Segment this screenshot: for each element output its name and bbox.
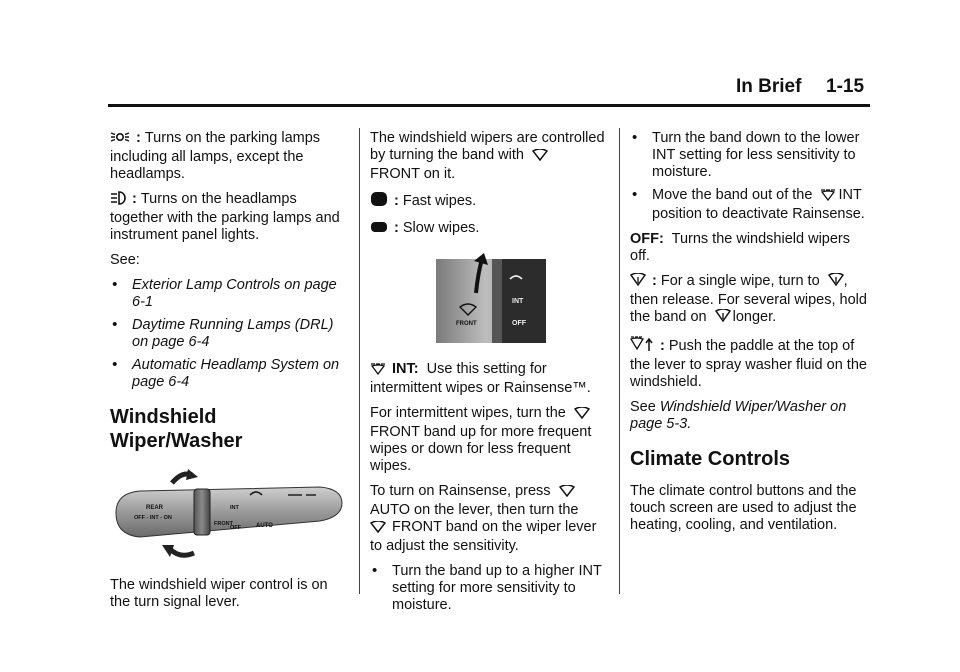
column-2 xyxy=(370,130,610,622)
sensitivity-bullet-higher: • Turn the band up to a higher INT setting for more sensitivity to moisture. xyxy=(370,563,610,614)
deactivate-rainsense-bullet: • Move the band out of the INT position to deactivate Rainsense. xyxy=(630,187,870,223)
parking-lamps-paragraph: : Turns on the parking lamps including all lamps, except the headlamps. xyxy=(110,130,321,182)
off-setting-paragraph: OFF: Turns the windshield wipers off. xyxy=(630,231,851,264)
slow-wipe-icon xyxy=(370,220,388,239)
parking-lamp-icon xyxy=(110,130,130,149)
rainsense-instructions: To turn on Rainsense, press AUTO on the lever, then turn the FRONT band on the wiper lever to adjust the sensitivity. xyxy=(370,483,597,554)
parking-lamps-text: Turns on the parking lamps including all lamps, except the headlamps. xyxy=(110,130,321,182)
single-wipe-paragraph: : For a single wipe, turn to , then release. For several wipes, hold the band on longer. xyxy=(630,273,870,328)
column-3 xyxy=(630,130,870,542)
page-header-title: In Brief xyxy=(736,76,802,97)
svg-text:FRONT: FRONT xyxy=(214,521,233,527)
wiper-band-illustration xyxy=(370,253,610,349)
wiper-lever-illustration xyxy=(110,465,346,565)
front-wiper-icon-inline xyxy=(574,407,590,424)
reference-link-exterior-lamp[interactable]: • Exterior Lamp Controls on page 6-1 xyxy=(110,277,350,311)
reference-link-auto-headlamp[interactable]: • Automatic Headlamp System on page 6-4 xyxy=(110,357,350,391)
intermittent-instructions: For intermittent wipes, turn the FRONT band up for more frequent wipes or down for less frequent wipes. xyxy=(370,405,592,474)
slow-wipe-row: : Slow wipes. xyxy=(370,220,610,239)
reference-list xyxy=(110,277,350,391)
see-reference-paragraph: See Windshield Wiper/Washer on page 5-3. xyxy=(630,399,847,432)
washer-paragraph: : Push the paddle at the top of the lever to spray washer fluid on the windshield. xyxy=(630,338,867,390)
mist-wiper-icon-inline xyxy=(828,273,844,292)
intermittent-wiper-icon xyxy=(370,363,386,380)
see-label: See: xyxy=(110,252,140,268)
svg-text:REAR: REAR xyxy=(146,505,164,511)
column-1 xyxy=(110,130,350,619)
header-rule xyxy=(108,104,870,107)
mist-wiper-icon-hold xyxy=(715,309,731,328)
sensitivity-bullet-lower: • Turn the band down to the lower INT setting for less sensitivity to moisture. xyxy=(630,130,870,181)
column-divider-1 xyxy=(359,128,360,594)
washer-fluid-icon xyxy=(630,336,654,357)
int-setting-paragraph: INT: Use this setting for intermittent wipes or Rainsense™. xyxy=(370,361,591,396)
svg-text:OFF: OFF xyxy=(512,320,526,327)
headlamps-paragraph: : Turns on the headlamps together with the parking lamps and instrument panel lights. xyxy=(110,191,340,243)
svg-text:FRONT: FRONT xyxy=(456,321,477,327)
intermittent-wiper-icon-inline xyxy=(820,189,836,206)
svg-text:OFF - INT - ON: OFF - INT - ON xyxy=(134,515,172,521)
front-wiper-icon xyxy=(532,149,548,166)
svg-text:AUTO: AUTO xyxy=(256,523,273,529)
svg-text:OFF: OFF xyxy=(230,525,241,531)
mist-wiper-icon xyxy=(630,273,646,292)
section-title-climate-controls: Climate Controls xyxy=(630,448,791,470)
climate-controls-text: The climate control buttons and the touch screen are used to adjust the heating, cooling, and ventilation. xyxy=(630,483,857,533)
reference-link-wiper-washer[interactable]: Windshield Wiper/Washer on page 5-3. xyxy=(630,399,847,432)
page-number: 1-15 xyxy=(826,76,865,97)
headlamp-icon xyxy=(110,191,126,210)
sensitivity-list xyxy=(370,563,610,614)
sensitivity-list-continued xyxy=(630,130,870,223)
column-divider-2 xyxy=(619,128,620,594)
fast-wipe-icon xyxy=(370,191,388,212)
wiper-control-location: The windshield wiper control is on the turn signal lever. xyxy=(110,577,328,610)
auto-wiper-icon xyxy=(559,485,575,502)
headlamps-text: Turns on the headlamps together with the parking lamps and instrument panel lights. xyxy=(110,191,340,243)
front-wiper-icon-rain xyxy=(370,521,386,538)
svg-text:INT: INT xyxy=(230,505,239,511)
svg-text:INT: INT xyxy=(512,298,524,305)
reference-link-drl[interactable]: • Daytime Running Lamps (DRL) on page 6-4 xyxy=(110,317,350,351)
fast-wipe-row: : Fast wipes. xyxy=(370,191,610,212)
section-title-wiper-washer: Windshield Wiper/Washer xyxy=(110,406,243,452)
wiper-band-paragraph: The windshield wipers are controlled by turning the band with FRONT on it. xyxy=(370,130,605,182)
